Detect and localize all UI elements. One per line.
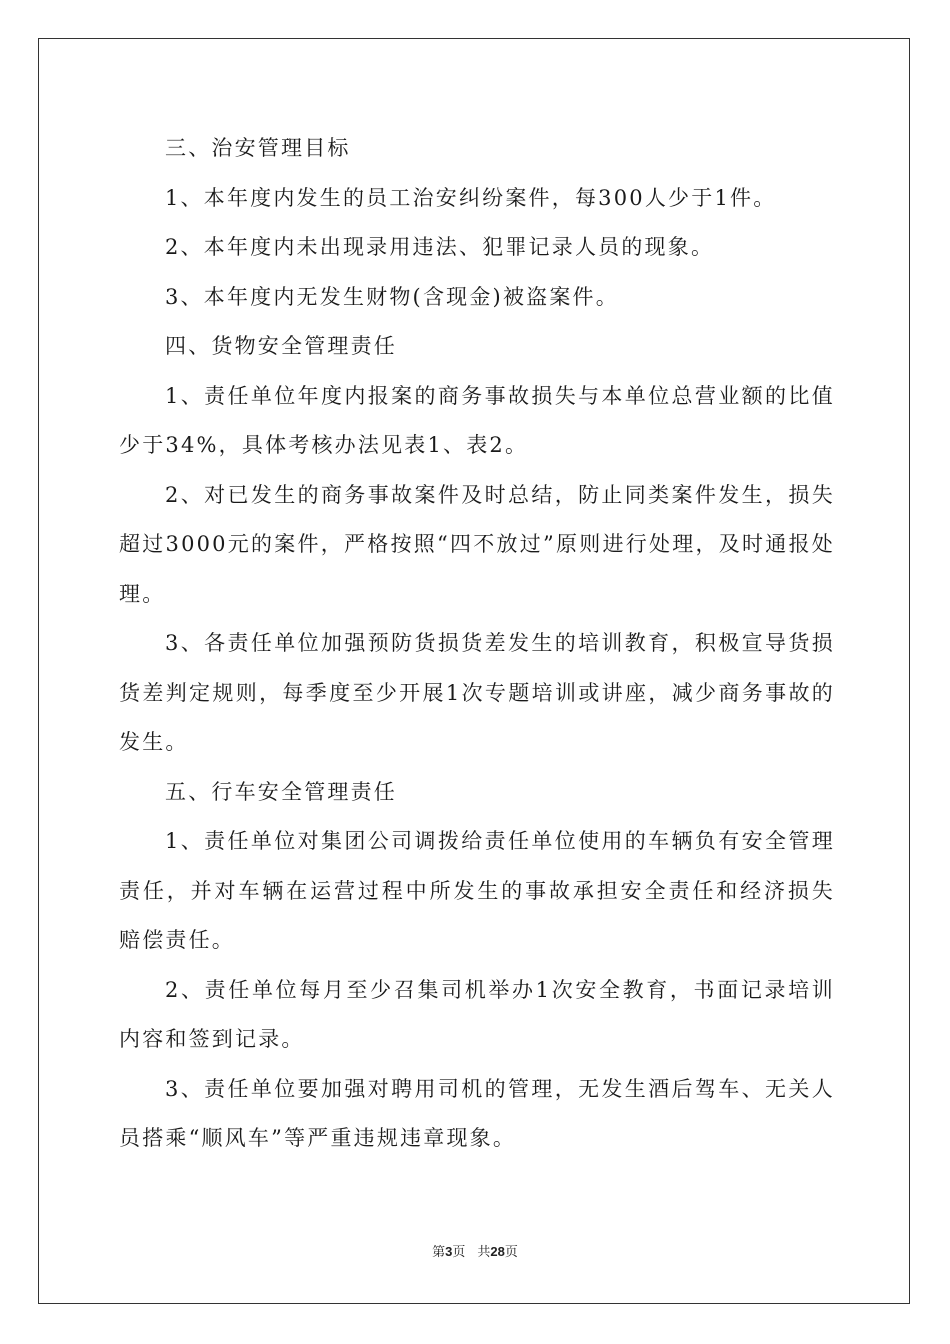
paragraph: 3、本年度内无发生财物(含现金)被盗案件。 <box>165 284 619 309</box>
section-heading-5: 五、行车安全管理责任 <box>165 779 397 804</box>
document-body <box>119 124 835 1164</box>
paragraph: 2、本年度内未出现录用违法、犯罪记录人员的现象。 <box>165 235 715 259</box>
paragraph: 1、本年度内发生的员工治安纠纷案件，每300人少于1件。 <box>165 185 777 210</box>
page-footer <box>0 1241 950 1260</box>
paragraph: 2、责任单位每月至少召集司机举办1次安全教育，书面记录培训内容和签到记录。 <box>119 977 835 1051</box>
current-page-number: 3 <box>445 1244 453 1259</box>
total-pages-number: 28 <box>490 1244 505 1259</box>
page-label-prefix: 第 <box>432 1245 446 1260</box>
paragraph: 1、责任单位对集团公司调拨给责任单位使用的车辆负有安全管理责任，并对车辆在运营过程中所发生的事故承担安全责任和经济损失赔偿责任。 <box>119 829 835 952</box>
total-label-prefix: 共 <box>477 1245 491 1260</box>
paragraph: 2、对已发生的商务事故案件及时总结，防止同类案件发生，损失超过3000元的案件，严格按照“四不放过”原则进行处理，及时通报处理。 <box>119 482 835 606</box>
paragraph: 1、责任单位年度内报案的商务事故损失与本单位总营业额的比值少于34%，具体考核办法见表1、表2。 <box>119 383 835 457</box>
section-heading-4: 四、货物安全管理责任 <box>165 334 397 358</box>
paragraph: 3、责任单位要加强对聘用司机的管理，无发生酒后驾车、无关人员搭乘“顺风车”等严重违规违章现象。 <box>119 1076 835 1150</box>
paragraph: 3、各责任单位加强预防货损货差发生的培训教育，积极宣导货损货差判定规则，每季度至少开展1次专题培训或讲座，减少商务事故的发生。 <box>119 631 835 754</box>
total-label-suffix: 页 <box>504 1245 518 1260</box>
page-label-suffix: 页 <box>452 1245 466 1260</box>
section-heading-3: 三、治安管理目标 <box>165 136 351 160</box>
